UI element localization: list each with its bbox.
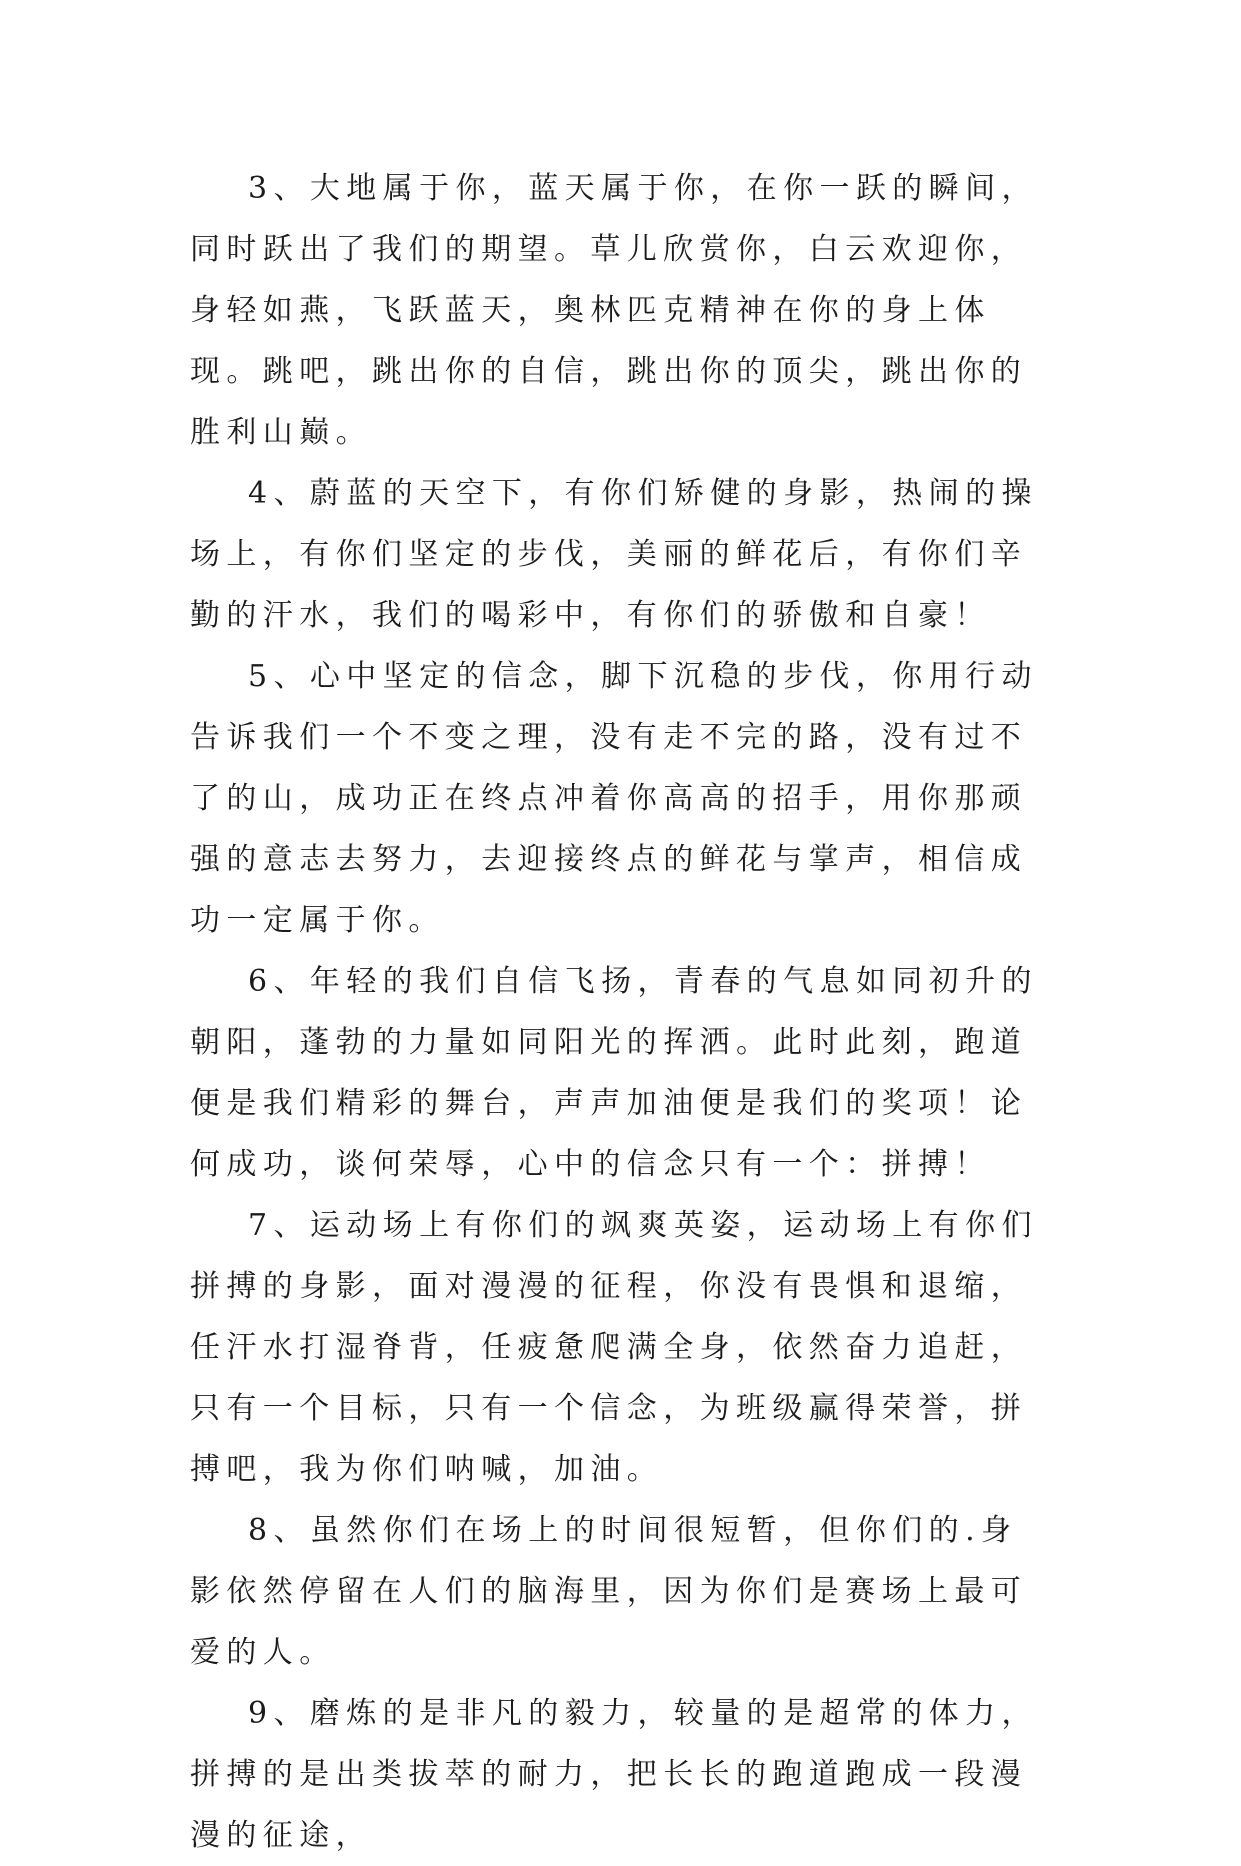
document-body bbox=[190, 158, 1052, 1866]
paragraph-6: 6、年轻的我们自信飞扬，青春的气息如同初升的朝阳，蓬勃的力量如同阳光的挥洒。此时此刻，跑道便是我们精彩的舞台，声声加油便是我们的奖项！论何成功，谈何荣辱，心中的信念只有一个：拼搏！ bbox=[190, 964, 1038, 1182]
paragraph-3: 3、大地属于你，蓝天属于你，在你一跃的瞬间，同时跃出了我们的期望。草儿欣赏你，白云欢迎你，身轻如燕，飞跃蓝天，奥林匹克精神在你的身上体现。跳吧，跳出你的自信，跳出你的顶尖，跳出你的胜利山巅。 bbox=[190, 171, 1038, 450]
paragraph-8: 8、虽然你们在场上的时间很短暂，但你们的.身影依然停留在人们的脑海里，因为你们是赛场上最可爱的人。 bbox=[190, 1513, 1028, 1670]
paragraph-4: 4、蔚蓝的天空下，有你们矫健的身影，热闹的操场上，有你们坚定的步伐，美丽的鲜花后，有你们辛勤的汗水，我们的喝彩中，有你们的骄傲和自豪！ bbox=[190, 476, 1038, 633]
paragraph-7: 7、运动场上有你们的飒爽英姿，运动场上有你们拼搏的身影，面对漫漫的征程，你没有畏惧和退缩，任汗水打湿脊背，任疲惫爬满全身，依然奋力追赶，只有一个目标，只有一个信念，为班级赢得荣誉，拼搏吧，我为你们呐喊，加油。 bbox=[190, 1208, 1038, 1487]
paragraph-5: 5、心中坚定的信念，脚下沉稳的步伐，你用行动告诉我们一个不变之理，没有走不完的路，没有过不了的山，成功正在终点冲着你高高的招手，用你那顽强的意志去努力，去迎接终点的鲜花与掌声，相信成功一定属于你。 bbox=[190, 659, 1038, 938]
paragraph-9: 9、磨炼的是非凡的毅力，较量的是超常的体力，拼搏的是出类拔萃的耐力，把长长的跑道跑成一段漫漫的征途， bbox=[190, 1696, 1038, 1853]
